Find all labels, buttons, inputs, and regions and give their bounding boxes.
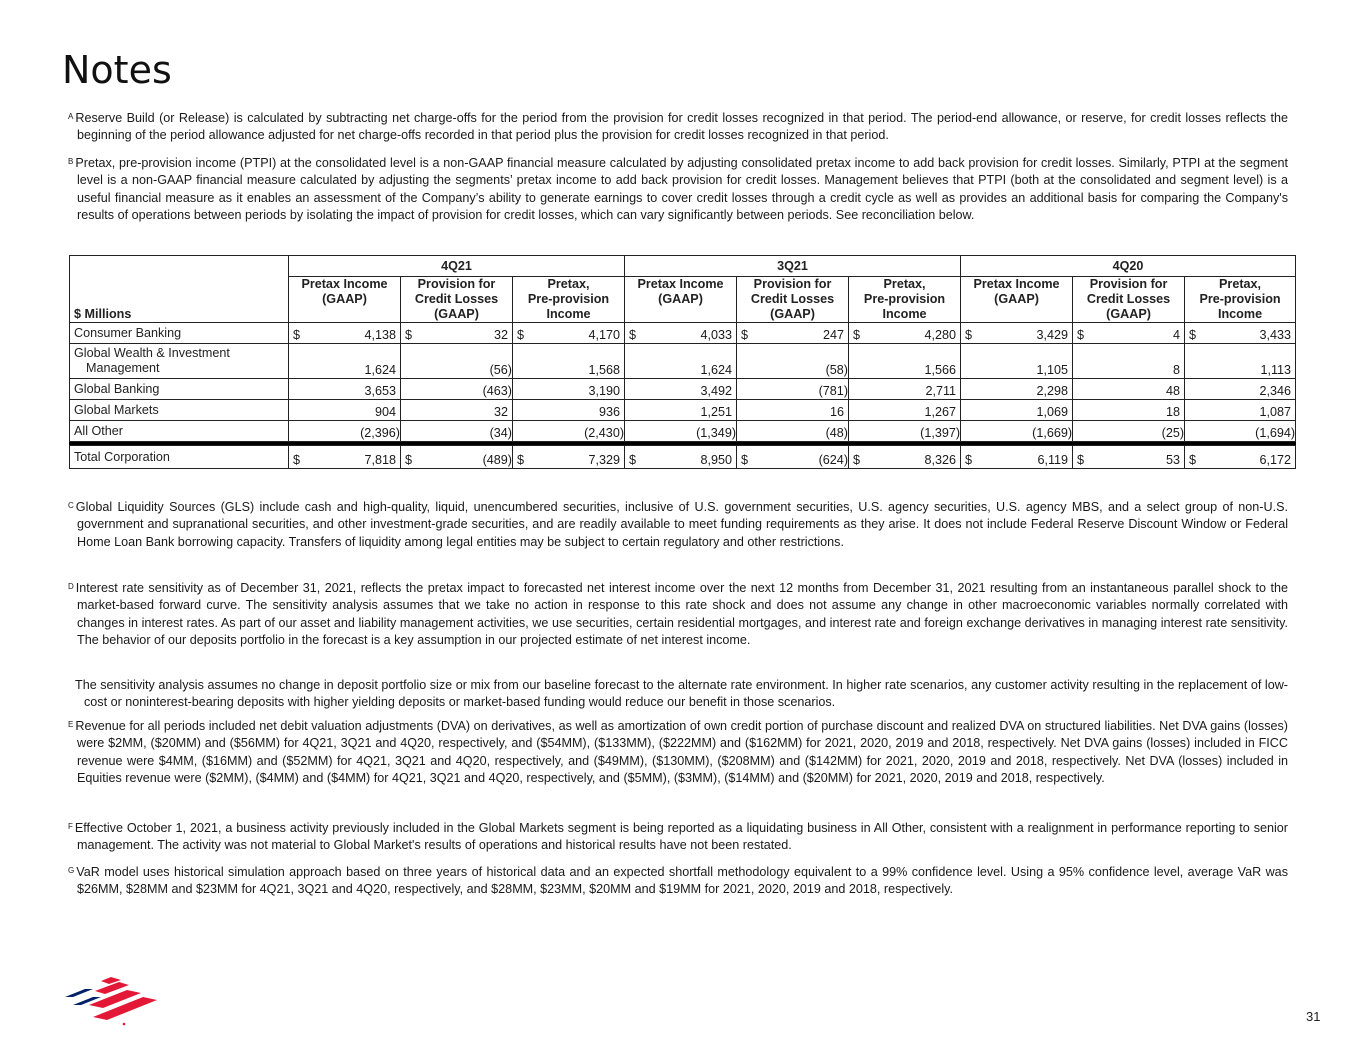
cell-number: 2,298 [1036, 384, 1069, 398]
cell-number: (1,349) [696, 426, 737, 440]
footnote-d-continued [68, 677, 1288, 712]
column-header-ptpi [513, 277, 625, 323]
column-header-line: Pretax, [547, 277, 590, 291]
cell-number: (2,396) [360, 426, 400, 440]
currency-symbol: $ [629, 453, 637, 467]
row-label [70, 323, 289, 344]
table-cell-value [625, 379, 737, 400]
table-cell-value [289, 323, 401, 344]
table-cell-value [625, 421, 737, 442]
column-header-line: Income [546, 307, 591, 321]
table-cell-value [961, 323, 1073, 344]
footnote-marker: C [68, 501, 74, 510]
table-cell-value [401, 344, 513, 379]
cell-number: 3,492 [700, 384, 733, 398]
row-label-text: Consumer Banking [74, 325, 182, 340]
currency-symbol: $ [293, 453, 301, 467]
column-header-line: Income [1217, 307, 1263, 321]
cell-number: 1,069 [1036, 405, 1069, 419]
table-cell-value [1073, 421, 1185, 442]
column-header-provision [401, 277, 513, 323]
table-cell-value [625, 323, 737, 344]
table-cell-value [1073, 323, 1185, 344]
cell-number: 1,568 [588, 363, 621, 377]
cell-number: (58) [825, 363, 849, 377]
table-row [70, 379, 1296, 400]
cell-number: (781) [818, 384, 849, 398]
row-label [70, 446, 289, 469]
cell-number: (489) [482, 453, 512, 467]
row-label-text: All Other [74, 423, 123, 438]
column-header-line: Credit Losses [1086, 292, 1171, 306]
table-cell-value [513, 379, 625, 400]
table-cell-value [625, 446, 737, 469]
table-cell-value [513, 323, 625, 344]
cell-number: 1,267 [924, 405, 957, 419]
table-cell-value [961, 400, 1073, 421]
table-cell-value [1185, 379, 1296, 400]
footnote-text: The sensitivity analysis assumes no change in deposit portfolio size or mix from our baseline forecast to the alternate rate environment. In higher rate scenarios, any customer activity resulting in the replacement of low-cost or noninterest-bearing deposits with higher yielding deposits or market-based funding would reduce our benefit in those scenarios. [75, 678, 1288, 710]
table-cell-value [737, 446, 849, 469]
footnote-text: Global Liquidity Sources (GLS) include cash and high-quality, liquid, unencumbered securities, inclusive of U.S. government securities, U.S. agency securities, U.S. agency MBS, and a select group of non-U.S. government and supranational securities, and other investment-grade securities, and are readily available to meet funding requirements as they arise. It does not include Federal Reserve Discount Window or Federal Home Loan Bank borrowing capacity. Transfers of liquidity among legal entities may be subject to certain regulatory and other restrictions. [75, 500, 1288, 549]
currency-symbol: $ [405, 328, 413, 342]
table-cell-value [849, 323, 961, 344]
column-header-line: Pretax Income [973, 277, 1060, 291]
footnote-c [68, 499, 1288, 551]
table-row [70, 400, 1296, 421]
cell-number: 48 [1166, 384, 1181, 398]
currency-symbol: $ [1077, 328, 1085, 342]
cell-number: 2,711 [925, 384, 957, 398]
row-header-units: $ Millions [70, 256, 289, 323]
column-header-line: Pre-provision [1199, 292, 1281, 306]
column-header-line: Pre-provision [863, 292, 946, 306]
column-header-provision [737, 277, 849, 323]
cell-number: 8,950 [700, 453, 733, 467]
footnote-marker: B [68, 157, 74, 166]
cell-number: 1,566 [924, 363, 957, 377]
footnote-marker: E [68, 720, 74, 729]
cell-number: 6,172 [1259, 453, 1292, 467]
currency-symbol: $ [741, 453, 749, 467]
footnote-g [68, 864, 1288, 899]
table-cell-value [289, 421, 401, 442]
currency-symbol: $ [1077, 453, 1085, 467]
table-cell-value [289, 446, 401, 469]
table-cell-value [1185, 400, 1296, 421]
page-title: Notes [62, 48, 172, 92]
cell-number: 32 [493, 328, 508, 342]
column-header-pretax-income [961, 277, 1073, 323]
table-cell-value [513, 344, 625, 379]
cell-number: 53 [1166, 453, 1181, 467]
period-header-4q21: 4Q21 [289, 256, 625, 277]
period-header-4q20: 4Q20 [961, 256, 1296, 277]
footnote-marker: F [68, 822, 73, 831]
cell-number: (1,669) [1032, 426, 1073, 440]
cell-number: (2,430) [584, 426, 625, 440]
column-header-ptpi [1185, 277, 1296, 323]
cell-number: 3,190 [588, 384, 621, 398]
cell-number: 4,170 [588, 328, 621, 342]
cell-number: 1,087 [1259, 405, 1292, 419]
currency-symbol: $ [293, 328, 301, 342]
footnote-text: Reserve Build (or Release) is calculated by subtracting net charge-offs for the period from the provision for credit losses recognized in that period. The period-end allowance, or reserve, for credit losses reflects the beginning of the period allowance adjusted for net charge-offs recorded in that period plus the provision for credit losses recognized in that period. [75, 111, 1288, 143]
cell-number: 16 [830, 405, 845, 419]
footnote-b [68, 155, 1288, 225]
table-cell-value [737, 344, 849, 379]
table-cell-value [401, 421, 513, 442]
table-row [70, 421, 1296, 442]
column-header-pretax-income [289, 277, 401, 323]
column-header-line: (GAAP) [1106, 307, 1151, 321]
currency-symbol: $ [853, 328, 861, 342]
currency-symbol: $ [629, 328, 637, 342]
column-header-line: Provision for [417, 277, 496, 291]
table-cell-value [737, 379, 849, 400]
cell-number: 4 [1173, 328, 1181, 342]
currency-symbol: $ [965, 328, 973, 342]
row-label-text: Total Corporation [74, 449, 170, 464]
cell-number: 7,329 [588, 453, 621, 467]
cell-number: 8,326 [924, 453, 957, 467]
table-cell-value [1185, 344, 1296, 379]
cell-number: 1,624 [700, 363, 733, 377]
column-header-line: (GAAP) [770, 307, 815, 321]
row-label [70, 344, 289, 379]
cell-number: 32 [493, 405, 508, 419]
table-cell-value [1073, 344, 1185, 379]
table-cell-value [513, 421, 625, 442]
table-cell-value [513, 400, 625, 421]
cell-number: (463) [482, 384, 512, 398]
cell-number: (56) [489, 363, 512, 377]
table-cell-value [289, 379, 401, 400]
table-cell-value [1185, 446, 1296, 469]
table-cell-value [849, 421, 961, 442]
footnote-text: VaR model uses historical simulation approach based on three years of historical data and an expected shortfall methodology equivalent to a 99% confidence level. Using a 95% confidence level, average VaR was $26MM, $28MM and $23MM for 4Q21, 3Q21 and 4Q20, respectively, and $28MM, $23MM, $20MM and $19MM for 2021, 2020, 2019 and 2018, respectively. [76, 865, 1288, 897]
table-cell-value [289, 344, 401, 379]
cell-number: (48) [825, 426, 849, 440]
column-header-line: Income [882, 307, 927, 321]
row-label-text-continued: Management [86, 361, 160, 375]
currency-symbol: $ [405, 453, 413, 467]
footnote-text: Pretax, pre-provision income (PTPI) at the consolidated level is a non-GAAP financial measure calculated by adjusting consolidated pretax income to add back provision for credit losses. Similarly, PTPI at the segment level is a non-GAAP financial measure calculated by adjusting the segments’ pretax income to add back provision for credit losses. Management believes that PTPI (both at the consolidated and segment level) is a useful financial measure as it enables an assessment of the Company’s ability to generate earnings to cover credit losses through a credit cycle as well as provides an additional basis for comparing the Company's results of operations between periods by isolating the impact of provision for credit losses, which can vary significantly between periods. See reconciliation below. [75, 156, 1288, 223]
currency-symbol: $ [965, 453, 973, 467]
footnote-marker: G [68, 866, 75, 875]
table-cell-value [961, 379, 1073, 400]
table-cell-value [737, 421, 849, 442]
table-cell-value [401, 400, 513, 421]
cell-number: 8 [1173, 363, 1181, 377]
cell-number: 7,818 [364, 453, 396, 467]
row-label [70, 379, 289, 400]
logo-red-stripes [89, 977, 157, 1020]
cell-number: 4,138 [364, 328, 396, 342]
currency-symbol: $ [1189, 328, 1197, 342]
footnote-marker: A [68, 112, 74, 121]
cell-number: 904 [374, 405, 396, 419]
cell-number: 3,653 [364, 384, 396, 398]
column-header-line: (GAAP) [434, 307, 479, 321]
currency-symbol: $ [1189, 453, 1197, 467]
footnote-a [68, 110, 1288, 145]
row-label-text: Global Banking [74, 381, 160, 396]
table-cell-value [401, 323, 513, 344]
table-total-row [70, 446, 1296, 469]
currency-symbol: $ [517, 328, 525, 342]
table-cell-value [1185, 421, 1296, 442]
table-cell-value [1185, 323, 1296, 344]
cell-number: 1,113 [1260, 363, 1292, 377]
column-header-line: Credit Losses [414, 292, 499, 306]
column-header-line: Pre-provision [527, 292, 610, 306]
currency-symbol: $ [853, 453, 861, 467]
table-cell-value [1073, 446, 1185, 469]
table-cell-value [961, 421, 1073, 442]
table-cell-value [513, 446, 625, 469]
cell-number: 1,251 [700, 405, 733, 419]
column-header-line: Provision for [753, 277, 832, 291]
cell-number: (624) [818, 453, 849, 467]
cell-number: 2,346 [1259, 384, 1292, 398]
column-header-line: (GAAP) [322, 292, 367, 306]
table-cell-value [849, 400, 961, 421]
table-cell-value [737, 323, 849, 344]
cell-number: 4,280 [924, 328, 957, 342]
table-cell-value [961, 446, 1073, 469]
footnote-e [68, 718, 1288, 788]
table-cell-value [289, 400, 401, 421]
page-number: 31 [1306, 1009, 1321, 1024]
table-cell-value [401, 379, 513, 400]
table-cell-value [849, 379, 961, 400]
cell-number: 1,624 [364, 363, 396, 377]
cell-number: 18 [1166, 405, 1181, 419]
table-cell-value [737, 400, 849, 421]
column-header-line: Pretax Income [637, 277, 724, 291]
currency-symbol: $ [517, 453, 525, 467]
column-header-line: (GAAP) [994, 292, 1039, 306]
row-label [70, 400, 289, 421]
table-cell-value [961, 344, 1073, 379]
footnote-f [68, 820, 1288, 855]
column-header-line: Pretax, [883, 277, 926, 291]
column-header-line: Credit Losses [750, 292, 835, 306]
column-header-line: Pretax, [1219, 277, 1262, 291]
table-cell-value [625, 344, 737, 379]
currency-symbol: $ [741, 328, 749, 342]
cell-number: 3,433 [1259, 328, 1292, 342]
cell-number: 936 [599, 405, 621, 419]
column-header-pretax-income [625, 277, 737, 323]
footnote-text: Interest rate sensitivity as of December 31, 2021, reflects the pretax impact to forecasted net interest income over the next 12 months from December 31, 2021 resulting from an instantaneous parallel shock to the market-based forward curve. The sensitivity analysis assumes that we take no action in response to this rate shock and does not assume any change in other macroeconomic variables normally correlated with changes in interest rates. As part of our asset and liability management activities, we use securities, certain residential mortgages, and interest rate and foreign exchange derivatives in managing interest rate sensitivity. The behavior of our deposits portfolio in the forecast is a key assumption in our projected estimate of net interest income. [75, 581, 1288, 648]
column-header-provision [1073, 277, 1185, 323]
table-cell-value [1073, 379, 1185, 400]
cell-number: 6,119 [1037, 453, 1069, 467]
ptpi-reconciliation-table [69, 255, 1296, 469]
footnote-text: Revenue for all periods included net debit valuation adjustments (DVA) on derivatives, as well as amortization of own credit portion of purchase discount and realized DVA on structured liabilities. Net DVA gains (losses) were $2MM, ($20MM) and ($56MM) for 4Q21, 3Q21 and 4Q20, respectively, and ($54MM), ($133MM), ($222MM) and ($162MM) for 2021, 2020, 2019 and 2018, respectively. Net DVA gains (losses) included in FICC revenue were $4MM, ($16MM) and ($52MM) for 4Q21, 3Q21 and 4Q20, respectively, and ($49MM), ($130MM), ($208MM) and ($142MM) for 2021, 2020, 2019 and 2018, respectively. Net DVA (losses) included in Equities revenue were ($2MM), ($4MM) and ($4MM) for 4Q21, 3Q21 and 4Q20, respectively, and ($5MM), ($3MM), ($14MM) and ($20MM) for 2021, 2020, 2019 and 2018, respectively. [75, 719, 1288, 786]
cell-number: (34) [489, 426, 512, 440]
cell-number: 1,105 [1036, 363, 1069, 377]
table-cell-value [1073, 400, 1185, 421]
column-header-line: Pretax Income [301, 277, 388, 291]
table-row [70, 344, 1296, 379]
table-cell-value [401, 446, 513, 469]
bank-of-america-logo-icon [63, 975, 159, 1027]
column-header-line: Provision for [1089, 277, 1168, 291]
cell-number: (1,397) [920, 426, 961, 440]
period-header-3q21: 3Q21 [625, 256, 961, 277]
table-cell-value [849, 344, 961, 379]
table-cell-value [625, 400, 737, 421]
row-label [70, 421, 289, 442]
cell-number: (25) [1161, 426, 1185, 440]
table-row [70, 323, 1296, 344]
cell-number: (1,694) [1255, 426, 1296, 440]
column-header-ptpi [849, 277, 961, 323]
registered-mark [123, 1023, 126, 1026]
cell-number: 4,033 [700, 328, 733, 342]
cell-number: 247 [823, 328, 845, 342]
footnote-d [68, 580, 1288, 650]
footnote-marker: D [68, 582, 74, 591]
footnote-text: Effective October 1, 2021, a business activity previously included in the Global Markets segment is being reported as a liquidating business in All Other, consistent with a realignment in performance reporting to senior management. The activity was not material to Global Market's results of operations and historical results have not been restated. [74, 821, 1288, 853]
cell-number: 3,429 [1036, 328, 1069, 342]
row-label-text: Global Wealth & Investment [74, 346, 230, 360]
table-cell-value [849, 446, 961, 469]
column-header-line: (GAAP) [658, 292, 703, 306]
row-label-text: Global Markets [74, 402, 159, 417]
